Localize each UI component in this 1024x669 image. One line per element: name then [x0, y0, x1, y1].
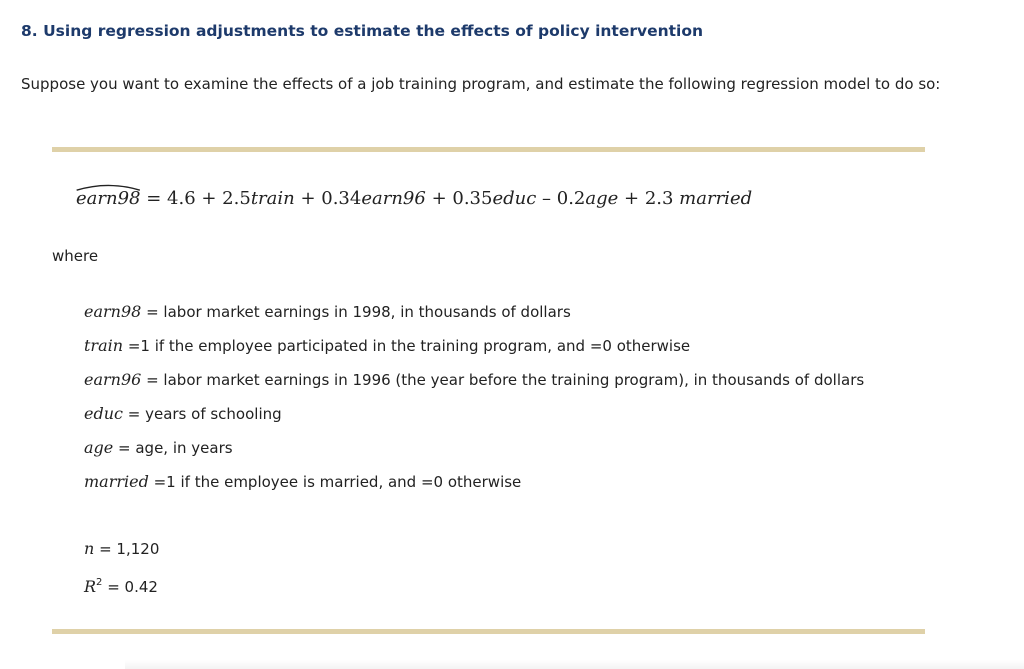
equation-part: = 4.6 + 2.5 [140, 188, 251, 209]
equation-part: + 2.3 [618, 188, 680, 209]
n-symbol: n [84, 539, 95, 558]
equation-part: + 0.35 [425, 188, 493, 209]
equation-part: + 0.34 [294, 188, 362, 209]
question-intro: Suppose you want to examine the effects of a job training program, and estimate the following regression model to do so: [21, 75, 941, 93]
definition-symbol: married [84, 472, 149, 491]
definition-item [84, 471, 864, 505]
definition-symbol: age [84, 438, 114, 457]
definition-text: = years of schooling [122, 405, 282, 423]
definition-item [84, 369, 864, 403]
equation-var-age: age [585, 188, 619, 209]
definition-text: = age, in years [113, 439, 233, 457]
where-label: where [52, 247, 99, 265]
next-section-edge [125, 660, 1024, 669]
top-divider [52, 147, 925, 152]
regression-stats [84, 538, 159, 606]
r-symbol: R [84, 577, 97, 596]
r-squared [84, 572, 159, 606]
r2-value: = 0.42 [102, 578, 158, 596]
hat-icon [76, 183, 141, 191]
equation-lhs: earn98 [76, 188, 141, 209]
earn98-hat [76, 188, 141, 209]
n-value: = 1,120 [94, 540, 160, 558]
definition-symbol: earn98 [84, 302, 142, 321]
regression-equation [76, 188, 752, 209]
bottom-divider [52, 629, 925, 634]
equation-part: – 0.2 [536, 188, 586, 209]
definition-text: =1 if the employee is married, and =0 otherwise [148, 473, 522, 491]
definition-item [84, 335, 864, 369]
definition-text: = labor market earnings in 1998, in thousands of dollars [141, 303, 571, 321]
definition-text: = labor market earnings in 1996 (the year before the training program), in thousands of dollars [141, 371, 865, 389]
equation-var-married: married [679, 188, 753, 209]
sample-size [84, 538, 159, 572]
question-heading: 8. Using regression adjustments to estimate the effects of policy intervention [21, 22, 704, 40]
definition-symbol: train [84, 336, 124, 355]
definition-symbol: educ [84, 404, 123, 423]
equation-var-earn96: earn96 [361, 188, 426, 209]
variable-definitions [84, 301, 864, 505]
equation-var-educ: educ [492, 188, 537, 209]
definition-symbol: earn96 [84, 370, 142, 389]
definition-item [84, 301, 864, 335]
definition-item [84, 437, 864, 471]
equation-var-train: train [250, 188, 295, 209]
definition-item [84, 403, 864, 437]
definition-text: =1 if the employee participated in the training program, and =0 otherwise [123, 337, 691, 355]
r-superscript: 2 [96, 577, 103, 588]
